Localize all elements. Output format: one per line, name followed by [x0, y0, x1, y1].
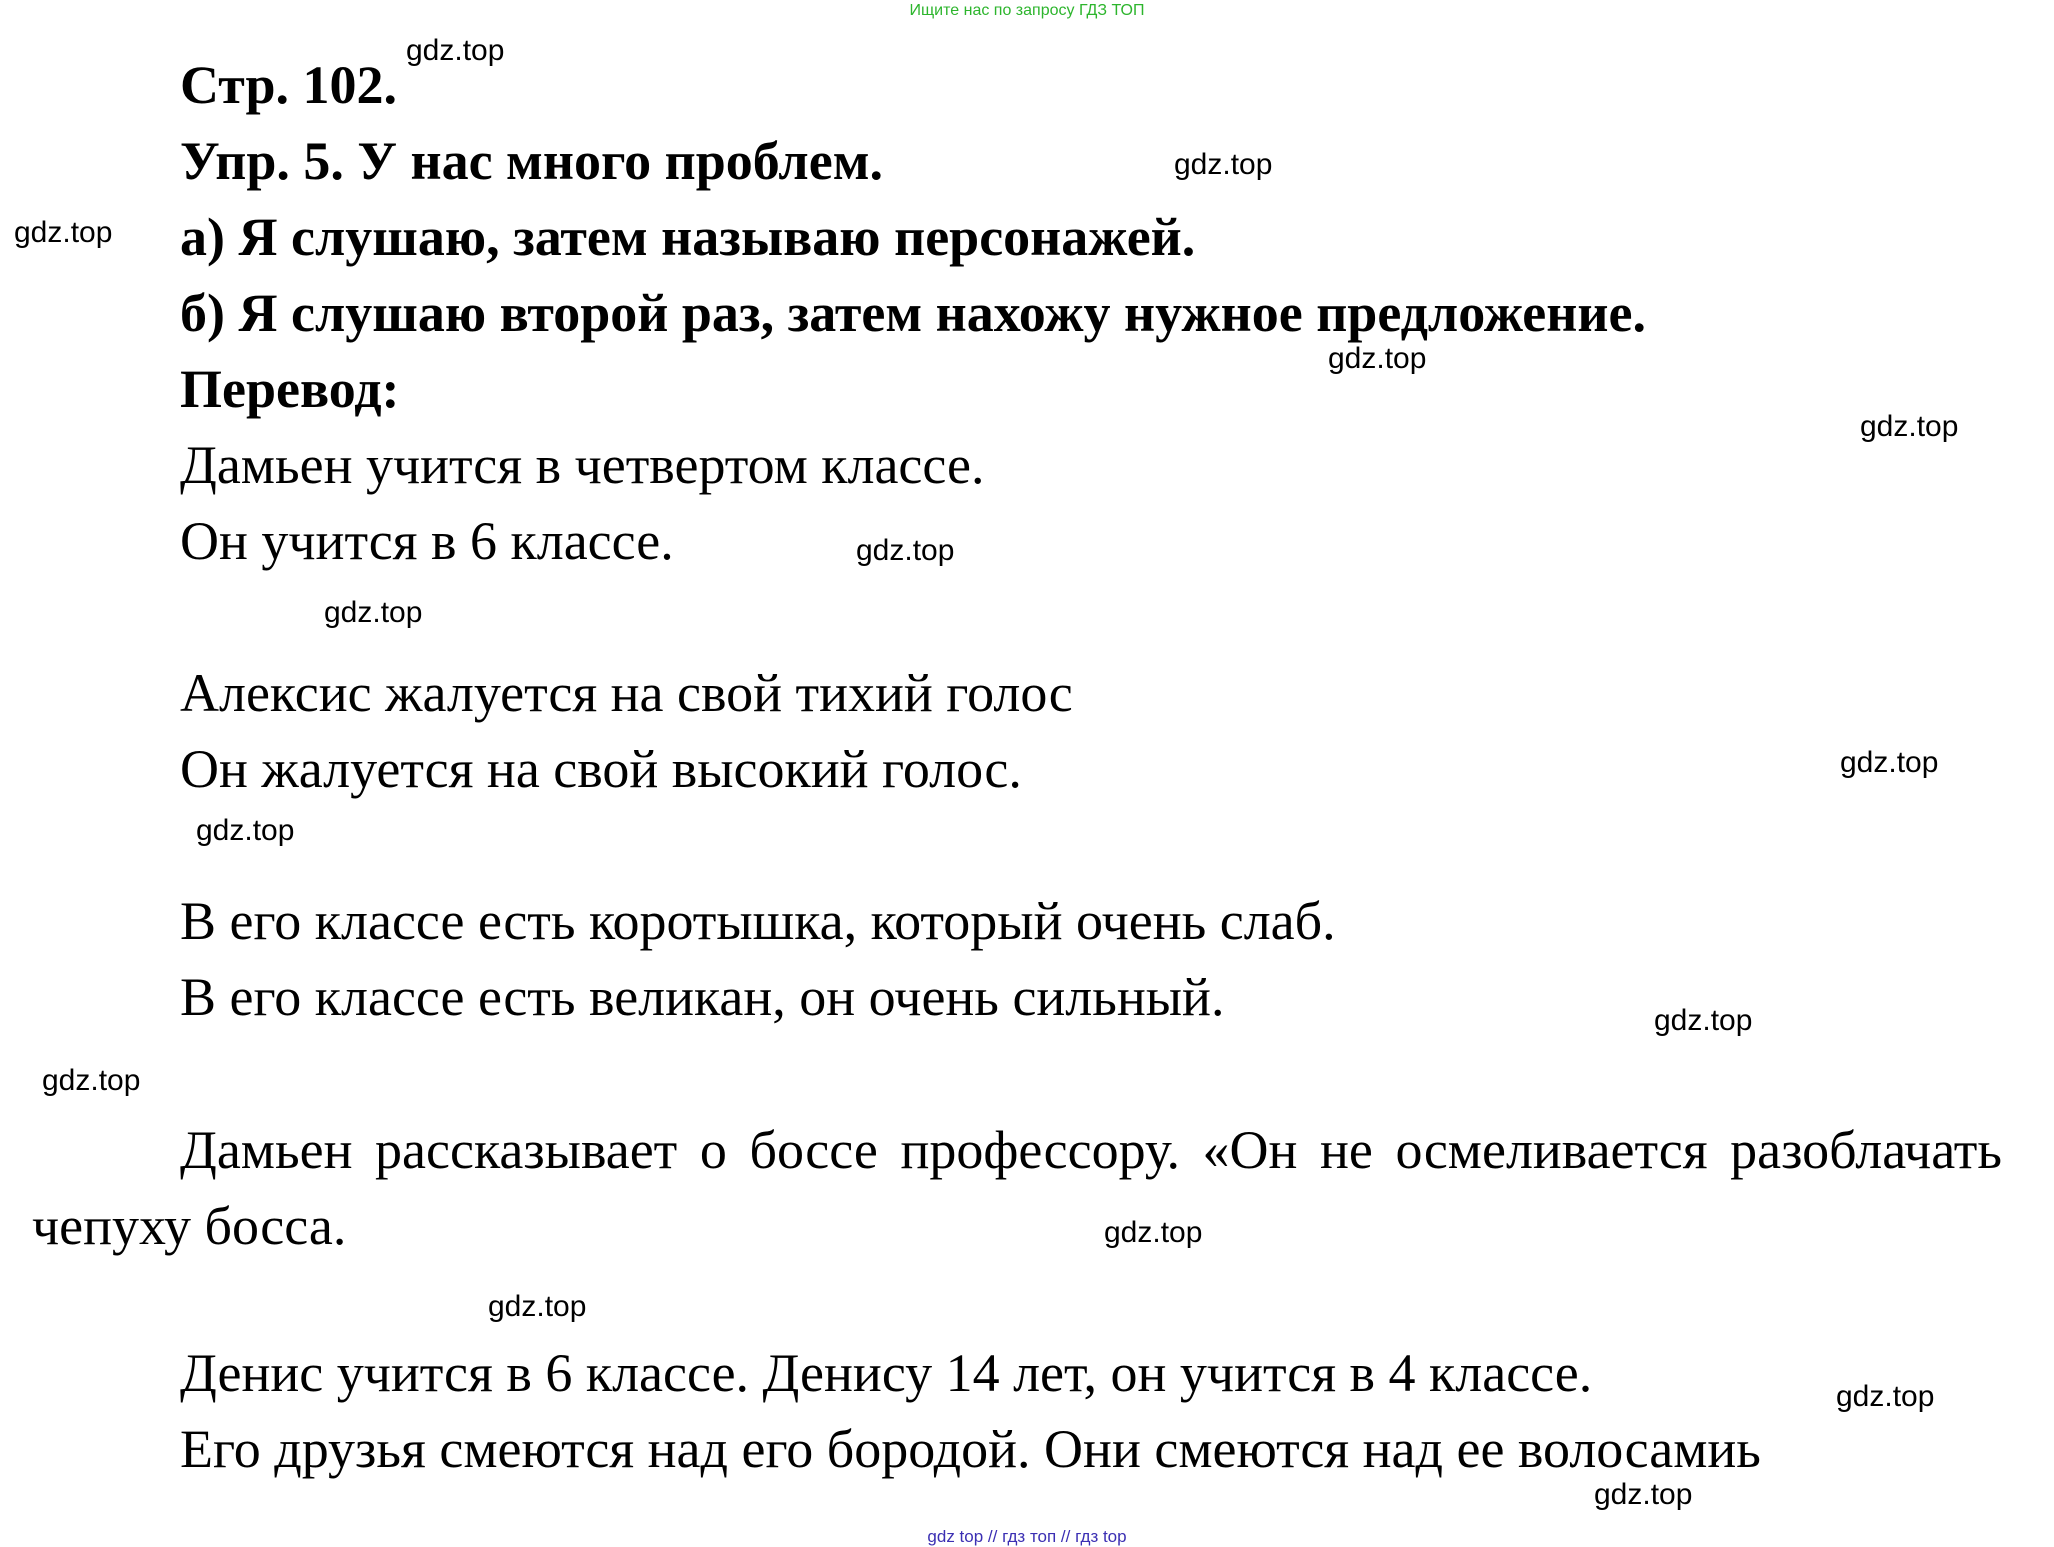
watermark: gdz.top [1594, 1478, 1693, 1511]
text-line: Дамьен учится в четвертом классе. [180, 435, 985, 495]
watermark: gdz.top [1654, 1004, 1753, 1037]
watermark: gdz.top [406, 34, 505, 67]
task-b: б) Я слушаю второй раз, затем нахожу нужное предложение. [180, 283, 1646, 343]
text-paragraph: Дамьен рассказывает о боссе профессору. «Он не осмеливается разоблачать чепуху босса. [32, 1120, 2002, 1256]
task-a: а) Я слушаю, затем называю персонажей. [180, 207, 1196, 267]
text-line: Он жалуется на свой высокий голос. [180, 739, 1022, 799]
text-line: Его друзья смеются над его бородой. Они смеются над ее волосамиь [180, 1419, 1761, 1479]
watermark: gdz.top [1836, 1380, 1935, 1413]
text-line: Денис учится в 6 классе. Денису 14 лет, он учится в 4 классе. [180, 1343, 1593, 1403]
watermark: gdz.top [1174, 148, 1273, 181]
exercise-title: Упр. 5. У нас много проблем. [180, 131, 883, 191]
watermark: gdz.top [42, 1064, 141, 1097]
translation-label: Перевод: [180, 359, 400, 419]
watermark: gdz.top [856, 534, 955, 567]
text-line: В его классе есть великан, он очень сильный. [180, 967, 1225, 1027]
watermark: gdz.top [196, 814, 295, 847]
text-line: Алексис жалуется на свой тихий голос [180, 663, 1073, 723]
watermark: gdz.top [1104, 1216, 1203, 1249]
watermark: gdz.top [324, 596, 423, 629]
text-line: Он учится в 6 классе. [180, 511, 674, 571]
text-line: В его классе есть коротышка, который очень слаб. [180, 891, 1336, 951]
watermark: gdz.top [1840, 746, 1939, 779]
watermark: gdz.top [14, 216, 113, 249]
watermark: gdz.top [1328, 342, 1427, 375]
watermark: gdz.top [1860, 410, 1959, 443]
watermark: gdz.top [488, 1290, 587, 1323]
page-number: Стр. 102. [180, 55, 398, 115]
bottom-banner: gdz top // гдз топ // гдз top [927, 1527, 1127, 1546]
top-banner: Ищите нас по запросу ГДЗ ТОП [909, 2, 1145, 19]
